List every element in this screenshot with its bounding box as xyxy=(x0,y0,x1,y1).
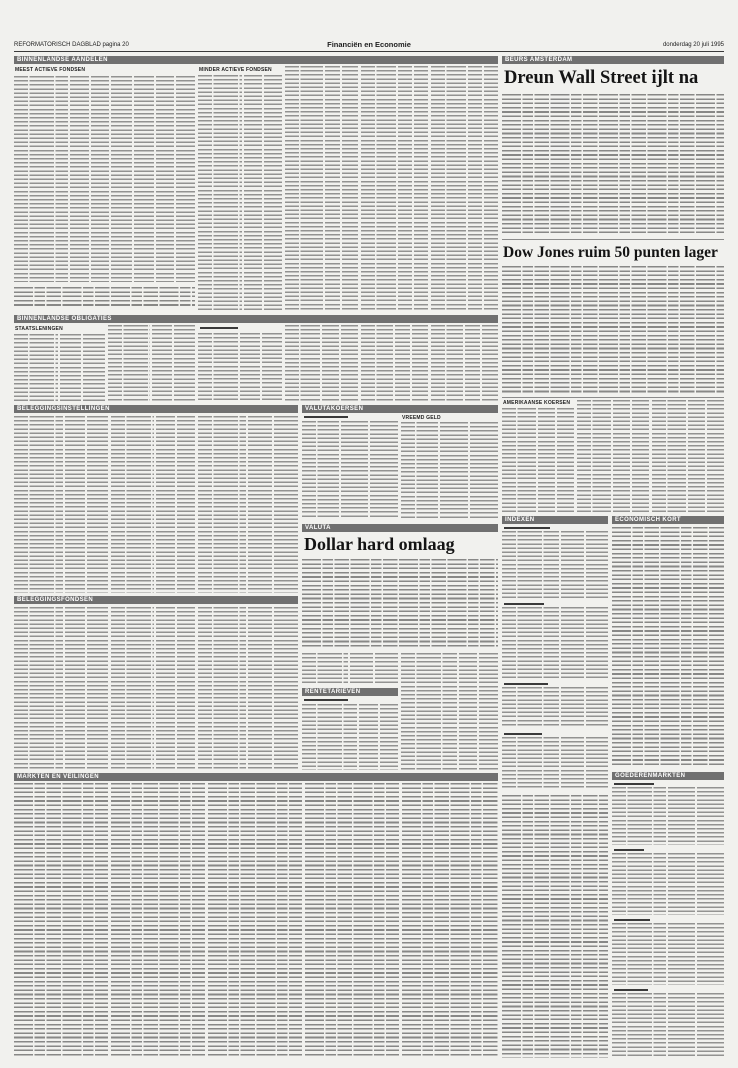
article-separator-rule xyxy=(502,397,724,398)
table-name-column xyxy=(302,653,348,685)
table-value-column xyxy=(65,416,86,593)
goederenmarkten-caption-1 xyxy=(614,783,654,785)
vreemd-geld-table xyxy=(401,422,498,519)
table-value-column xyxy=(479,653,498,770)
markten-column-3-text xyxy=(208,783,302,1058)
table-value-column xyxy=(83,334,105,402)
table-name-column xyxy=(285,325,320,402)
section-bar-beleggingsfondsen: BELEGGINGSFONDSEN xyxy=(14,596,298,604)
goederenmarkten-table-4 xyxy=(612,993,724,1058)
section-bar-beleggingsinstellingen: BELEGGINGSINSTELLINGEN xyxy=(14,405,298,413)
table-name-column xyxy=(14,334,58,402)
dow-jones-article-body xyxy=(502,266,724,395)
table-name-column xyxy=(652,400,686,512)
amerikaanse-koersen-table-2 xyxy=(577,400,649,512)
section-bar-binnenlandse-aandelen: BINNENLANDSE AANDELEN xyxy=(14,56,498,64)
table-value-column xyxy=(322,325,339,402)
table-value-column xyxy=(341,325,358,402)
table-name-column xyxy=(198,333,238,402)
table-name-column xyxy=(198,607,246,770)
table-value-column xyxy=(468,66,482,310)
staatsleningen-table xyxy=(14,334,105,402)
subhead-vreemd-geld: VREEMD GELD xyxy=(402,415,441,421)
section-bar-indexen: INDEXEN xyxy=(502,516,608,524)
subhead-staatsleningen: STAATSLENINGEN xyxy=(15,326,63,332)
aandelen-column-3-table xyxy=(285,66,358,310)
table-value-column xyxy=(586,737,608,788)
valutakoersen-left-caption xyxy=(304,416,348,418)
table-value-column xyxy=(668,787,695,845)
table-value-column xyxy=(586,687,608,728)
table-value-column xyxy=(668,923,695,985)
beleggingsinstellingen-column-2-table xyxy=(111,416,195,593)
indexen-table-3 xyxy=(502,687,608,728)
table-name-column xyxy=(612,853,666,915)
table-value-column xyxy=(177,416,195,593)
indexen-caption-4 xyxy=(504,733,542,735)
table-name-column xyxy=(431,325,463,402)
aandelen-footnote-text xyxy=(14,287,195,308)
section-bar-beurs-amsterdam: BEURS AMSTERDAM xyxy=(502,56,724,64)
valuta-lower-table xyxy=(302,653,398,685)
table-name-column xyxy=(502,607,559,678)
table-value-column xyxy=(134,76,154,282)
article-separator-rule xyxy=(502,239,724,240)
masthead-section-title: Financiën en Economie xyxy=(327,40,411,49)
table-name-column xyxy=(285,66,323,310)
indexen-caption-1 xyxy=(504,527,550,529)
beleggingsfondsen-column-2-table xyxy=(111,607,195,770)
table-value-column xyxy=(440,422,468,519)
table-value-column xyxy=(482,325,498,402)
table-value-column xyxy=(274,416,298,593)
obligaties-column-6-table xyxy=(431,325,498,402)
table-name-column xyxy=(502,737,559,788)
beleggingsinstellingen-column-1-table xyxy=(14,416,108,593)
table-value-column xyxy=(156,76,175,282)
table-value-column xyxy=(668,853,695,915)
aandelen-column-5-table xyxy=(431,66,498,310)
table-value-column xyxy=(414,66,428,310)
markten-column-2-text xyxy=(111,783,205,1058)
table-value-column xyxy=(538,408,555,512)
table-name-column xyxy=(431,66,466,310)
table-name-column xyxy=(302,421,339,519)
amerikaanse-koersen-table-3 xyxy=(652,400,724,512)
indexen-table-4 xyxy=(502,737,608,788)
goederenmarkten-caption-2 xyxy=(614,849,644,851)
section-bar-rentetarieven: RENTETARIEVEN xyxy=(302,688,398,696)
table-value-column xyxy=(395,325,411,402)
headline-dollar: Dollar hard omlaag xyxy=(304,534,455,554)
table-value-column xyxy=(557,408,574,512)
obligaties-column-3-caption xyxy=(200,327,238,329)
table-value-column xyxy=(561,531,583,598)
table-name-column xyxy=(14,416,63,593)
table-value-column xyxy=(176,76,195,282)
masthead-rule xyxy=(14,51,724,52)
table-name-column xyxy=(502,408,536,512)
table-value-column xyxy=(248,607,272,770)
subhead-minder-actieve-fondsen: MINDER ACTIEVE FONDSEN xyxy=(199,67,272,73)
table-name-column xyxy=(14,607,63,770)
indexen-table-1 xyxy=(502,531,608,598)
section-bar-valutakoersen: VALUTAKOERSEN xyxy=(302,405,498,413)
table-value-column xyxy=(87,416,108,593)
table-name-column xyxy=(577,400,611,512)
masthead-paper-page: REFORMATORISCH DAGBLAD pagina 20 xyxy=(14,42,129,48)
table-value-column xyxy=(586,607,608,678)
table-value-column xyxy=(398,66,412,310)
section-bar-economisch-kort: ECONOMISCH KORT xyxy=(612,516,724,524)
table-value-column xyxy=(262,333,282,402)
table-name-column xyxy=(198,416,246,593)
table-value-column xyxy=(697,923,724,985)
goederenmarkten-table-1 xyxy=(612,787,724,845)
table-value-column xyxy=(70,76,89,282)
table-value-column xyxy=(91,76,110,282)
section-bar-markten-en-veilingen: MARKTEN EN VEILINGEN xyxy=(14,773,498,781)
indexen-caption-2 xyxy=(504,603,544,605)
beleggingsfondsen-column-3-table xyxy=(198,607,298,770)
table-value-column xyxy=(697,787,724,845)
goederenmarkten-table-3 xyxy=(612,923,724,985)
indexen-table-2 xyxy=(502,607,608,678)
table-value-column xyxy=(152,325,173,402)
table-value-column xyxy=(465,325,481,402)
table-value-column xyxy=(697,993,724,1058)
table-name-column xyxy=(502,687,559,728)
table-name-column xyxy=(198,75,242,310)
table-value-column xyxy=(697,853,724,915)
table-name-column xyxy=(14,76,68,282)
table-value-column xyxy=(707,400,724,512)
obligaties-column-4-table xyxy=(285,325,358,402)
table-value-column xyxy=(174,325,195,402)
masthead-date: donderdag 20 juli 1995 xyxy=(662,42,724,48)
markten-column-5-text xyxy=(402,783,498,1058)
table-value-column xyxy=(380,704,398,770)
rentetarieven-caption xyxy=(304,699,348,701)
table-value-column xyxy=(668,993,695,1058)
obligaties-column-3-table xyxy=(198,333,282,402)
markten-column-6-text xyxy=(502,795,608,1058)
table-value-column xyxy=(341,421,369,519)
table-name-column xyxy=(111,416,154,593)
table-name-column xyxy=(302,704,357,770)
table-value-column xyxy=(375,653,398,685)
table-name-column xyxy=(108,325,150,402)
table-value-column xyxy=(561,737,583,788)
table-value-column xyxy=(156,607,174,770)
table-value-column xyxy=(156,416,174,593)
markten-column-1-text xyxy=(14,783,108,1058)
table-name-column xyxy=(612,787,666,845)
table-value-column xyxy=(470,422,498,519)
table-name-column xyxy=(361,325,393,402)
table-value-column xyxy=(325,66,340,310)
table-value-column xyxy=(484,66,498,310)
section-bar-binnenlandse-obligaties: BINNENLANDSE OBLIGATIES xyxy=(14,315,498,323)
table-value-column xyxy=(632,400,649,512)
markten-column-4-text xyxy=(305,783,399,1058)
table-value-column xyxy=(459,653,478,770)
section-bar-valuta: VALUTA xyxy=(302,524,498,532)
table-value-column xyxy=(264,75,282,310)
table-value-column xyxy=(87,607,108,770)
minder-actieve-fondsen-table xyxy=(198,75,282,310)
table-value-column xyxy=(350,653,373,685)
table-value-column xyxy=(244,75,262,310)
table-value-column xyxy=(412,325,428,402)
obligaties-column-2-table xyxy=(108,325,195,402)
goederenmarkten-table-2 xyxy=(612,853,724,915)
subhead-amerikaanse-koersen: AMERIKAANSE KOERSEN xyxy=(503,400,571,406)
table-value-column xyxy=(370,421,398,519)
table-name-column xyxy=(111,607,154,770)
table-value-column xyxy=(65,607,86,770)
table-value-column xyxy=(274,607,298,770)
table-value-column xyxy=(359,704,377,770)
table-value-column xyxy=(342,66,358,310)
table-value-column xyxy=(561,607,583,678)
beleggingsinstellingen-column-3-table xyxy=(198,416,298,593)
table-name-column xyxy=(612,923,666,985)
economisch-kort-text xyxy=(612,527,724,768)
rentetarieven-table xyxy=(302,704,398,770)
table-value-column xyxy=(111,76,131,282)
table-name-column xyxy=(612,993,666,1058)
headline-dow-jones: Dow Jones ruim 50 punten lager xyxy=(503,244,718,261)
indexen-caption-3 xyxy=(504,683,548,685)
headline-beurs-amsterdam: Dreun Wall Street ijlt na xyxy=(504,68,699,88)
table-value-column xyxy=(177,607,195,770)
table-value-column xyxy=(613,400,630,512)
table-value-column xyxy=(688,400,705,512)
table-value-column xyxy=(561,687,583,728)
table-name-column xyxy=(361,66,396,310)
goederenmarkten-caption-4 xyxy=(614,989,648,991)
meest-actieve-fondsen-table xyxy=(14,76,195,282)
table-name-column xyxy=(502,531,559,598)
table-value-column xyxy=(240,333,260,402)
obligaties-column-5-table xyxy=(361,325,428,402)
valutakoersen-table-left xyxy=(302,421,398,519)
table-value-column xyxy=(248,416,272,593)
table-value-column xyxy=(60,334,82,402)
table-value-column xyxy=(586,531,608,598)
beurs-article-body xyxy=(502,94,724,236)
dollar-article-body xyxy=(302,559,498,649)
goederenmarkten-caption-3 xyxy=(614,919,650,921)
aandelen-column-4-table xyxy=(361,66,428,310)
beleggingsfondsen-column-1-table xyxy=(14,607,108,770)
subhead-meest-actieve-fondsen: MEEST ACTIEVE FONDSEN xyxy=(15,67,86,73)
valuta-right-table xyxy=(401,653,498,770)
section-bar-goederenmarkten: GOEDERENMARKTEN xyxy=(612,772,724,780)
amerikaanse-koersen-table-1 xyxy=(502,408,574,512)
table-name-column xyxy=(401,653,457,770)
table-name-column xyxy=(401,422,438,519)
